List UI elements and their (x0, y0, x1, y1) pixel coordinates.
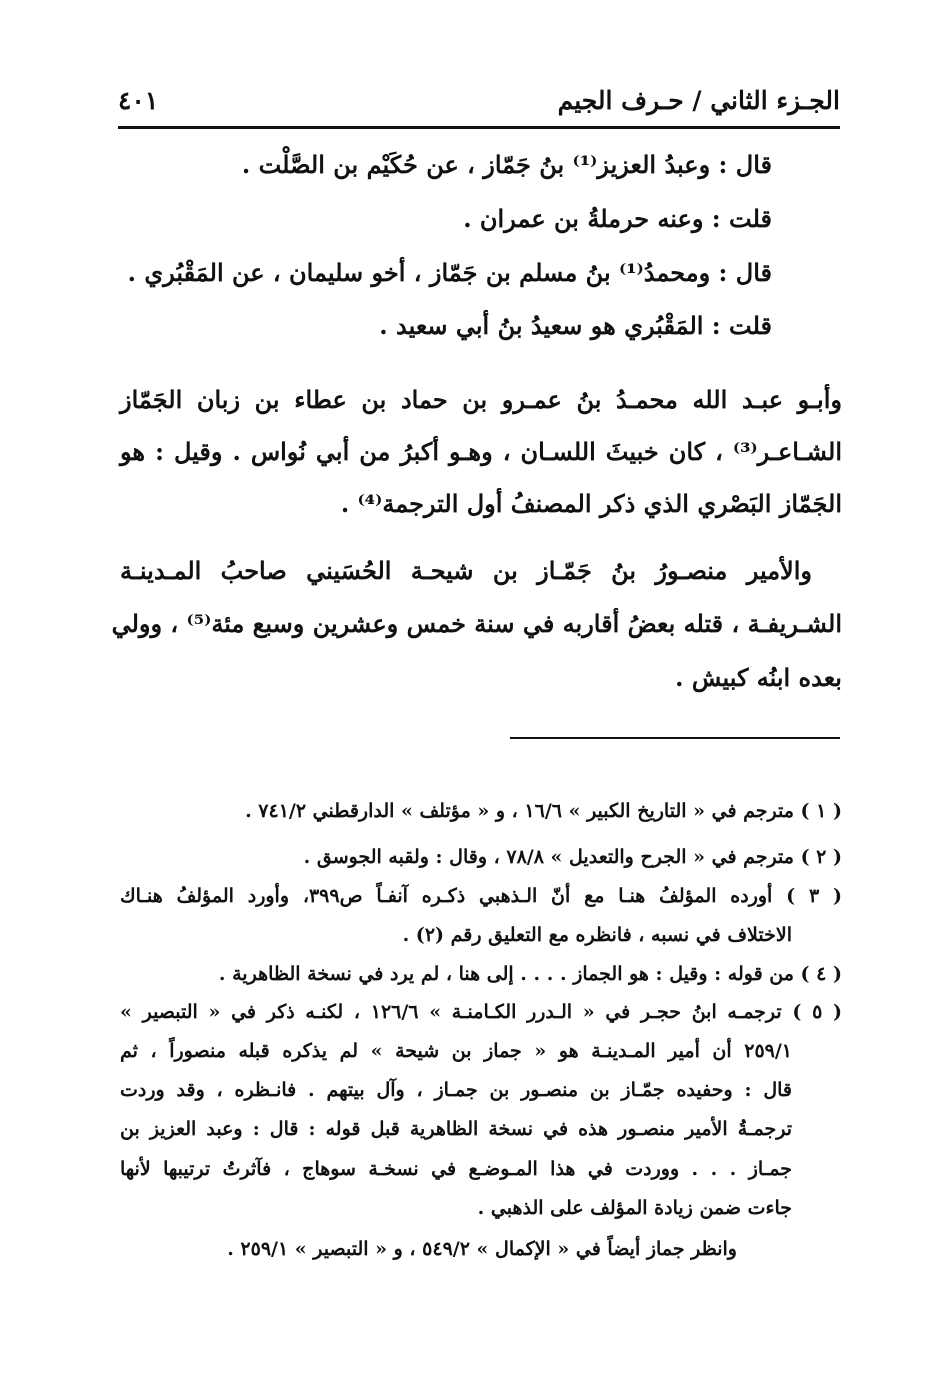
header-rule (118, 126, 840, 129)
page-number: ٤٠١ (118, 86, 159, 115)
footnote-separator (510, 737, 840, 739)
body-line: الشـاعـر⁽³⁾ ، كان خبيثَ اللسـان ، وهـو أكبرُ من أبي نُواس . وقيل : هو (120, 437, 842, 466)
body-line: الجَمّاز البَصْري الذي ذكر المصنفُ أول الترجمة⁽⁴⁾ . (340, 489, 842, 518)
body-line: قال : وعبدُ العزيز⁽¹⁾ بنُ جَمّاز ، عن حُكَيْم بن الصَّلْت . (241, 150, 772, 179)
footnote-line: ( ٤ ) من قوله : وقيل : هو الجماز . . . . إلى هنا ، لم يرد في نسخة الظاهرية . (218, 963, 842, 985)
footnote-line: ( ٥ ) ترجمـه ابنُ حجـر في « الـدرر الكـامنـة » ١٢٦/٦ ، لكنـه ذكر في « التبصير » (120, 1001, 843, 1023)
footnote-line: ( ٢ ) مترجم في « الجرح والتعديل » ٧٨/٨ ، وقال : ولقبه الجوسق . (303, 846, 842, 868)
footnote-line: ترجمـةُ الأمير منصـور هذه في نسخة الظاهرية قبل قوله : قال : وعبد العزيز بن (120, 1118, 792, 1140)
footnote-line: ( ٣ ) أورده المؤلفُ هنـا مع أنّ الـذهبي ذكـره آنفـاً ص٣٩٩، وأورد المؤلفُ هنـاك (120, 885, 842, 907)
body-line: وأبـو عبـد الله محمـدُ بنُ عمـرو بن حماد بن عطاء بن زبان الجَمّاز (120, 385, 842, 414)
footnote-line: وانظر جماز أيضاً في « الإكمال » ٥٤٩/٢ ، و « التبصير » ٢٥٩/١ . (227, 1238, 737, 1260)
body-line: قال : ومحمدُ⁽¹⁾ بنُ مسلم بن جَمّاز ، أخو سليمان ، عن المَقْبُري . (127, 258, 772, 287)
footnote-line: الاختلاف في نسبه ، فانظره مع التعليق رقم (٢) . (402, 924, 792, 946)
body-line: قلت : المَقْبُري هو سعيدُ بنُ أبي سعيد . (379, 311, 772, 340)
running-title: الجـزء الثاني / حـرف الجيم (557, 86, 840, 115)
body-line: الشـريفـة ، قتله بعضُ أقاربه في سنة خمس وعشرين وسبع مئة⁽⁵⁾ ، وولي (111, 609, 842, 638)
body-line: بعده ابنُه كبيش . (675, 663, 842, 692)
footnote-line: قال : وحفيده جمّـاز بن منصـور بن جمـاز ، وآل بيتهم . فانـظره ، وقد وردت (120, 1079, 792, 1101)
footnote-line: ٢٥٩/١ أن أمير المـدينـة هو « جماز بن شيحة » لم يذكره قبله منصوراً ، ثم (120, 1040, 792, 1062)
page-header (118, 86, 840, 120)
body-line: والأمير منصـورُ بنُ جَمّـاز بن شيحـة الحُسَيني صاحبُ المـدينـة (120, 556, 812, 585)
body-line: قلت : وعنه حرملةُ بن عمران . (463, 204, 772, 233)
footnote-line: جاءت ضمن زيادة المؤلف على الذهبي . (477, 1197, 792, 1219)
footnote-line: جمـاز . . . ووردت في هذا المـوضـع في نسخـة سوهاج ، فآثرتُ ترتيبها لأنها (120, 1158, 792, 1180)
footnote-line: ( ١ ) مترجم في « التاريخ الكبير » ١٦/٦ ، و « مؤتلف » الدارقطني ٧٤١/٢ . (245, 800, 842, 822)
